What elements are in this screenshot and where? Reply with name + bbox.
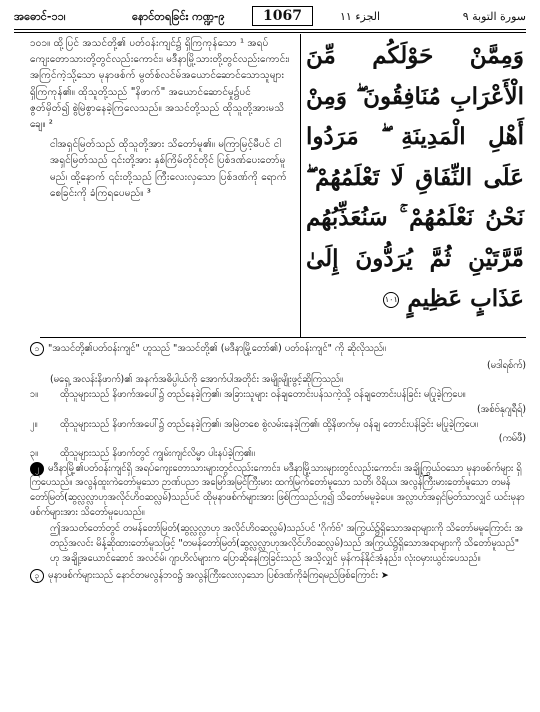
footnote-3-text: မုနာဖစ်က်များသည် နောင်တမလွန်ဘဝ၌ အလွန်ကြီးလေးလှသော ပြစ်ဒဏ်ကိုခံကြရမည်ဖြစ်ကြောင်း bbox=[48, 569, 378, 581]
header-chapter-label: နောင်တရခြင်း ကဏ္ဍ-၉ bbox=[132, 10, 225, 23]
arabic-verse bbox=[306, 36, 524, 320]
footnote-1-item-2: ၂။ ထိုသူများသည် နိဖာက်အပေါ်၌ တည်နေခဲ့ကြ၏၊ အမြဲတစေ စွဲလမ်းနေခဲ့ကြ၏၊ ထို့နိဖာက်မှ ဝန်ချ တောင်းပန်ခြင်း မပြုခဲ့ကြပေ။ bbox=[30, 418, 478, 430]
translation-paragraph-2: ငါအရှင်မြတ်သည် ထိုသူတို့အား သိတော်မူ၏။ မကြာမြင့်မီပင် ငါအရှင်မြတ်သည် ၎င်းတို့အား နှစ်ကြိမ်တိုင်တိုင် ပြစ်ဒဏ်ပေးတော်မူမည်၊ ထို့နောက် ၎င်းတို့သည် ကြီးလေးလှသော ပြစ်ဒဏ်ကို ရောက်စေခြင်းကို ခံကြရပေမည်။ ³ bbox=[50, 139, 287, 199]
header-rule-thin bbox=[14, 32, 526, 33]
footnote-1-intro: (မရှေ့ အလန်းနိဖာက်)၏ အနက်အဓိပ္ပါယ်ကို အောက်ပါအတိုင်း အမျိုးမျိုးဖွင့်ဆိုကြသည်။ bbox=[50, 374, 343, 386]
header-section-label: အဓောင်-၁၁၊ bbox=[14, 10, 66, 23]
footnote-3 bbox=[30, 569, 526, 584]
translation-column bbox=[30, 36, 292, 206]
footnote-3-marker: ၃ bbox=[30, 569, 44, 583]
translation-paragraph-1: ၁၀၁။ ထို့ပြင် အသင်တို့၏ ပတ်ဝန်းကျင်၌ ရှိကြကုန်သော ¹ အရပ်ကျေးတောသားတို့တွင်လည်းကောင်း၊ မဒီနာမြို့သားတို့တွင်လည်းကောင်း၊ အကြင်ကဲ့သို့သော မုနာဖစ်က် မွတ်စ်လင်မ်အယောင်ဆောင်သောသူများ ရှိကြကုန်၏။ ထိုသူတို့သည် "နိဖာက်" အယောင်ဆောင်မှု၌ပင် ဇွတ်မှိတ်၍ စွဲမြဲစွာနေခဲ့ကြလေသည်။ အသင်တို့သည် ထိုသူတို့အားမသိချေ။ ² bbox=[30, 38, 290, 131]
header-juz-label: الجزء ١١ bbox=[340, 10, 381, 23]
page-number: 1067 bbox=[252, 6, 313, 26]
footnote-1-item-2-source: (ကမ်ဖီ) bbox=[498, 433, 526, 445]
footnote-2 bbox=[30, 462, 526, 521]
arabic-verse-text: وَمِمَّنْ حَوْلَكُم مِّنَ الْأَعْرَابِ مُنَافِقُونَ ۖ وَمِنْ أَهْلِ الْمَدِينَةِ ۖ مَرَدُوا عَلَى النِّفَاقِ لَا تَعْلَمُهُمْ ۖ نَحْنُ نَعْلَمُهُمْ ۚ سَنُعَذِّبُهُم مَّرَّتَيْنِ ثُمَّ يُرَدُّونَ إِلَىٰ عَذَابٍ عَظِيمٍ bbox=[306, 42, 524, 312]
footnote-1-text: "အသင်တို့၏ပတ်ဝန်းကျင်" ဟူသည် "အသင်တို့၏ (မဒီနာမြို့တော်၏) ပတ်ဝန်းကျင်" ကို ဆိုလိုသည်။ bbox=[48, 343, 386, 354]
footnote-1 bbox=[30, 342, 526, 357]
footnote-2-text: မဒီနာမြို့၏ပတ်ဝန်းကျင်ရှိ အရပ်ကျေးတောသားများတွင်လည်းကောင်း၊ မဒီနာမြို့သားများတွင်လည်းကောင်း၊ အချို့ကြွယ်ဝသော မုနာဖစ်က်များ ရှိကြပေသည်။ အလွန်ထူးကဲတော်မူသော ဉာဏ်ပညာ အမြော်အမြင်ကြီးမား ထက်မြက်တော်မူသော သတိ၊ ဝိရိယ၊ အလွန်ကြီးမားတော်မူသော တမန်တော်မြတ်(ဆွလ္လလ္လာဟုအလိုင်ဟိဝဆလ္လမ်)သည်ပင် ထိုမုနာဖစ်က်များအား ဖြစ်ကြသည်ဟူ၍ သိတော်မမူခဲ့ပေ။ အလ္လာဟ်အရှင်မြတ်သာလျှင် ယင်းမုနာဖစ်က်များအား သိတော်မူပေသည်။ bbox=[30, 462, 525, 518]
header-rule bbox=[14, 29, 526, 30]
ayah-number-marker: ١٠١ bbox=[383, 292, 399, 308]
footnotes bbox=[30, 342, 526, 585]
continue-arrow-icon: ➤ bbox=[380, 569, 389, 581]
footnote-2-continued: ဤအသတ်တော်တွင် တမန်တော်မြတ်(ဆွလ္လလ္လာဟု အလိုင်ဟိဝဆလ္လမ်)သည်ပင် 'ဂိုက်ဗ်' အကြွယ်၌ရှိသောအရာများကို သိတော်မမူကြောင်း အတည့်အလင်း မိန့်ဆိုထားတော်မူသဖြင့် "တမန်တော်မြတ်(ဆွလ္လလ္လာဟုအလိုင်ဟိဝဆလ္လမ်)သည် အကြွယ်၌ရှိသောအရာများကို သိတော်မူသည်" ဟု အချို့အယောင်ဆောင် အလင်မ်၊ ဂျာဟိလ်များက ပြောဆိုနေကြခြင်းသည် အသိ့လျှင် မှန်ကန်နိုင်အံ့နည်း၊ လုံးဝမှားယွင်းပေသည်။ bbox=[50, 523, 523, 564]
column-divider bbox=[300, 34, 301, 337]
footnote-1-source: (မဒါရစ်က်) bbox=[486, 359, 526, 371]
footnote-1-item-1-source: (အစ်ဗ်နုဂျရီရ်) bbox=[477, 403, 526, 415]
page-header bbox=[14, 6, 526, 28]
footnote-2-marker: ၂ bbox=[30, 462, 44, 476]
footnote-divider bbox=[40, 337, 526, 338]
header-surah-label: سورة التوبة ٩ bbox=[462, 10, 526, 23]
footnote-1-item-3: ၃။ ထိုသူများသည် နိဖာက်တွင် ကျွမ်းကျင်လိမ္မာ ပါးနပ်ခဲ့ကြ၏။ bbox=[30, 447, 255, 459]
footnote-1-item-1: ၁။ ထိုသူများသည် နိဖာက်အပေါ်၌ တည်နေခဲ့ကြ၏၊ အခြားသူများ ဝန်ချတောင်းပန်သကဲ့သို့ ဝန်ချတောင်းပန်ခြင်း မပြုခဲ့ကြပေ။ bbox=[30, 389, 466, 401]
footnote-1-marker: ၁ bbox=[30, 342, 44, 356]
